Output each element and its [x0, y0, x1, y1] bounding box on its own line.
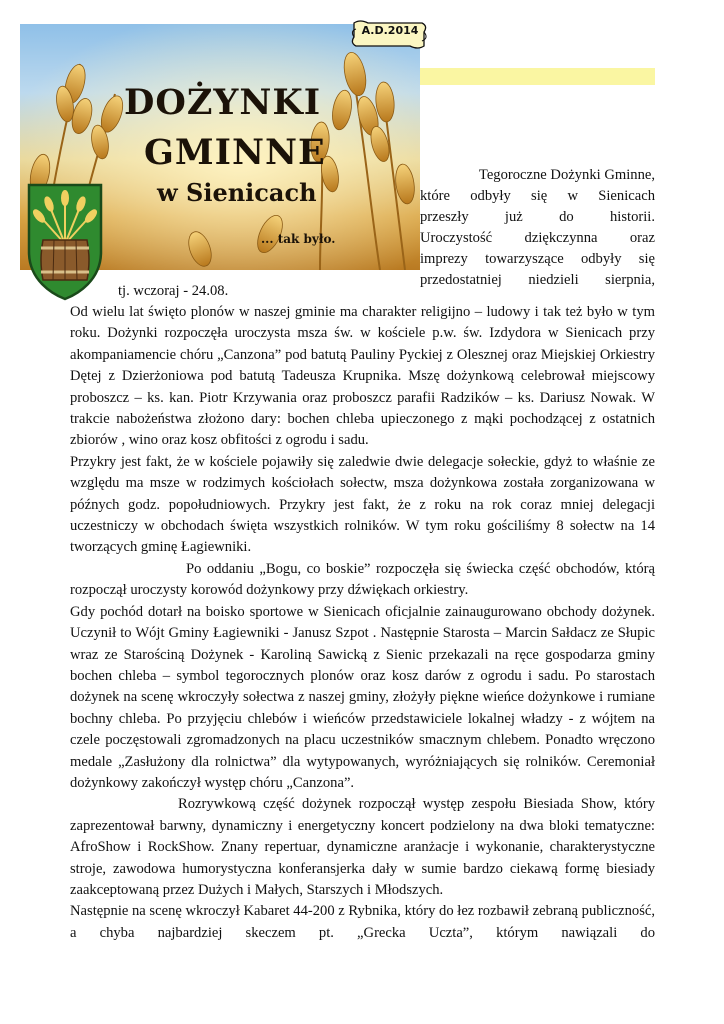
- tagline: ... tak było.: [261, 232, 336, 246]
- intro-line-2: które odbyły się w Sienicach: [420, 188, 655, 204]
- paragraph-6: Następnie na scenę wkroczył Kabaret 44-200 z Rybnika, który do łez rozbawił zebraną publiczność, a chyba najbardziej skeczem pt. „Grecka Uczta”, którym nawiązali do: [70, 903, 655, 941]
- intro-tail: tj. wczoraj - 24.08.: [118, 283, 229, 299]
- paragraph-5: Rozrywkową część dożynek rozpoczął występ zespołu Biesiada Show, który zaprezentował barwny, dynamiczny i energetyczny koncert podzielony na dwa bloki tematyczne: AfroShow i RockShow. Znany repertuar, dynamiczne aranżacje i wykonanie, charakterystyczne stroje, zawodowa humorystyczna konferansjerka dały w sumie bardzo ciekawą formę biesiady zaakceptowaną przez Dużych i Małych, Starszych i Młodszych.: [70, 796, 655, 898]
- intro-line-1: Tegoroczne Dożynki Gminne,: [478, 167, 655, 183]
- paragraph-4: Gdy pochód dotarł na boisko sportowe w Sienicach oficjalnie zainaugurowano obchody dożynek. Uczynił to Wójt Gminy Łagiewniki - Janusz Szpot . Następnie Starosta – Marcin Sałdacz ze Słupic wraz ze Starościną Dożynek - Karoliną Sawicką z Sienic przekazali na ręce gospodarza gminy bochen chleba – symbol tegorocznych plonów oraz kosz darów z ogrodu i sadu. Po starostach dożynek na scenę wkroczyły sołectwa z naszej gminy, złożyły piękne wieńce dożynkowe i rumiane bochny chleba. Po przyjęciu chlebów i wieńców przedstawiciele lokalnej władzy - z wójtem na czele poczęstowali zgromadzonych na placu uczestników smacznym chlebem. Ponadto wręczono medale „Zasłużony dla rolnictwa” dla wytypowanych, wyróżniających się rolników. Ceremoniał dożynkowy zakończył występ chóru „Canzona”.: [70, 603, 655, 791]
- title-line-1: DOŻYNKI: [124, 82, 322, 123]
- paragraph-3: Po oddaniu „Bogu, co boskie” rozpoczęła się świecka część obchodów, którą rozpoczął uroczysty korowód dożynkowy przy dźwiękach orkiestry.: [70, 560, 655, 599]
- paragraph-1: Od wielu lat święto plonów w naszej gminie ma charakter religijno – ludowy i tak też było w tym roku. Dożynki rozpoczęła uroczysta msza św. w kościele p.w. św. Izdydora w Sienicach przy akompaniamencie chóru „Canzona” pod batutą Pauliny Pyckiej z Olesznej oraz Miejskiej Orkiestry Dętej z Dzierżoniowa pod batutą Tadeusza Krupnika. Mszę dożynkową celebrował miejscowy proboszcz – ks. kan. Piotr Krzywania oraz proboszcz parafii Radzików – ks. Dariusz Nowak. W trakcie nabożeństwa złożono dary: bochen chleba upieczonego z mąki pochodzącej z ostatnich zbiorów , wino oraz kosz obfitości z ogrodu i sadu.: [70, 304, 655, 449]
- intro-line-3: przeszły już do historii.: [420, 209, 655, 225]
- article-body: [70, 302, 655, 944]
- paragraph-2: Przykry jest fakt, że w kościele pojawiły się zaledwie dwie delegacje sołeckie, gdyż to właśnie ze względu ma msze w rodzimych kościołach sołectw, msza dożynkowa została zorganizowana w późnych godz. popołudniowych. Przykry jest fakt, że z roku na rok coraz mniej delegacji uczestniczy w obchodach święta wszystkich rolników. W tym roku gościliśmy 8 sołectw na 14 tworzących gminę Łagiewniki.: [70, 453, 655, 556]
- highlight-bar: [420, 68, 655, 85]
- year-stamp: A.D.2014: [361, 24, 419, 37]
- title-line-3: w Sienicach: [157, 178, 317, 207]
- intro-line-6: przedostatniej niedzieli sierpnia,: [420, 272, 655, 288]
- intro-line-5: imprezy towarzyszące odbyły się: [420, 251, 655, 267]
- intro-line-4: Uroczystość dziękczynna oraz: [420, 230, 655, 246]
- title-line-2: GMINNE: [144, 132, 326, 173]
- coat-of-arms-icon: [26, 182, 104, 302]
